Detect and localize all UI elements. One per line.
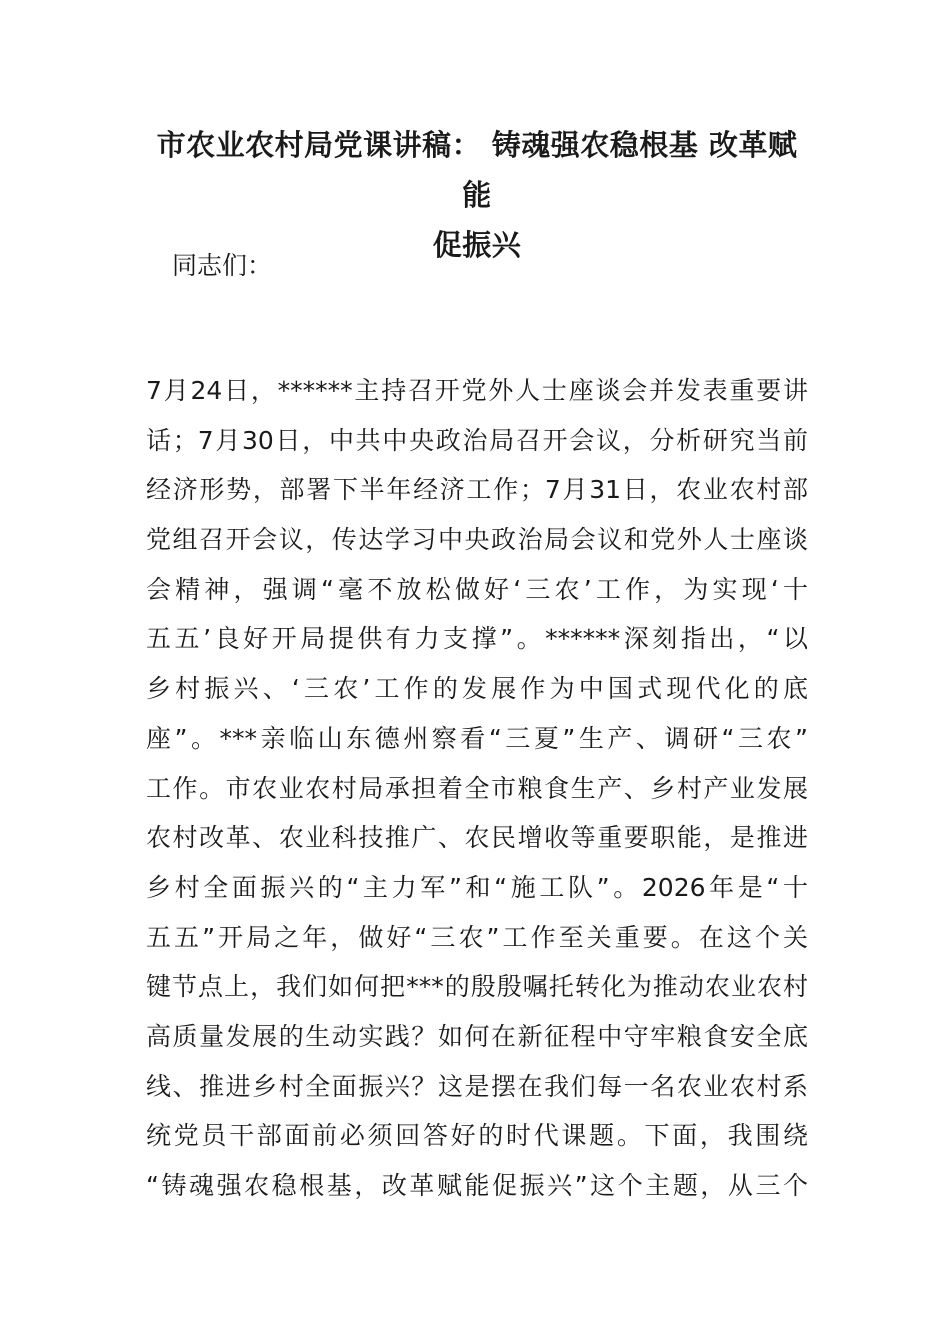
paragraph-line: 农村改革、农业科技推广、农民增收等重要职能，是推进	[146, 823, 808, 853]
title-line-2: 促振兴	[432, 228, 522, 262]
paragraph-line: 会精神，强调“毫不放松做好‘三农’工作，为实现‘十	[146, 574, 808, 604]
paragraph-line: 高质量发展的生动实践？如何在新征程中守牢粮食安全底	[146, 1021, 808, 1051]
paragraph-line: 工作。市农业农村局承担着全市粮食生产、乡村产业发展	[146, 773, 808, 803]
greeting: 同志们：	[172, 251, 273, 280]
paragraph-line: 五五”开局之年，做好“三农”工作至关重要。在这个关	[146, 922, 808, 952]
paragraph-line: 乡村振兴、‘三农’工作的发展作为中国式现代化的底	[146, 674, 808, 704]
paragraph-line: 经济形势，部署下半年经济工作；7月31日，农业农村部	[146, 475, 808, 505]
paragraph-line: 乡村全面振兴的“主力军”和“施工队”。2026年是“十	[146, 872, 808, 902]
body-paragraph	[146, 366, 808, 1211]
paragraph-line: 话；7月30日，中共中央政治局召开会议，分析研究当前	[146, 425, 808, 455]
paragraph-line: 键节点上，我们如何把***的殷殷嘱托转化为推动农业农村	[146, 972, 808, 1002]
title-line-1: 市农业农村局党课讲稿： 铸魂强农稳根基 改革赋能	[156, 128, 798, 212]
paragraph-line: 统党员干部面前必须回答好的时代课题。下面，我围绕	[146, 1121, 808, 1151]
paragraph-line: 7月24日，******主持召开党外人士座谈会并发表重要讲	[146, 376, 808, 405]
paragraph-line: 党组召开会议，传达学习中央政治局会议和党外人士座谈	[146, 525, 808, 555]
paragraph-line: “铸魂强农稳根基，改革赋能促振兴”这个主题，从三个	[146, 1171, 808, 1200]
paragraph-line: 座”。***亲临山东德州察看“三夏”生产、调研“三农”	[146, 723, 808, 753]
paragraph-line: 线、推进乡村全面振兴？这是摆在我们每一名农业农村系	[146, 1071, 808, 1101]
paragraph-line: 五五’良好开局提供有力支撑”。******深刻指出，“以	[146, 624, 808, 654]
